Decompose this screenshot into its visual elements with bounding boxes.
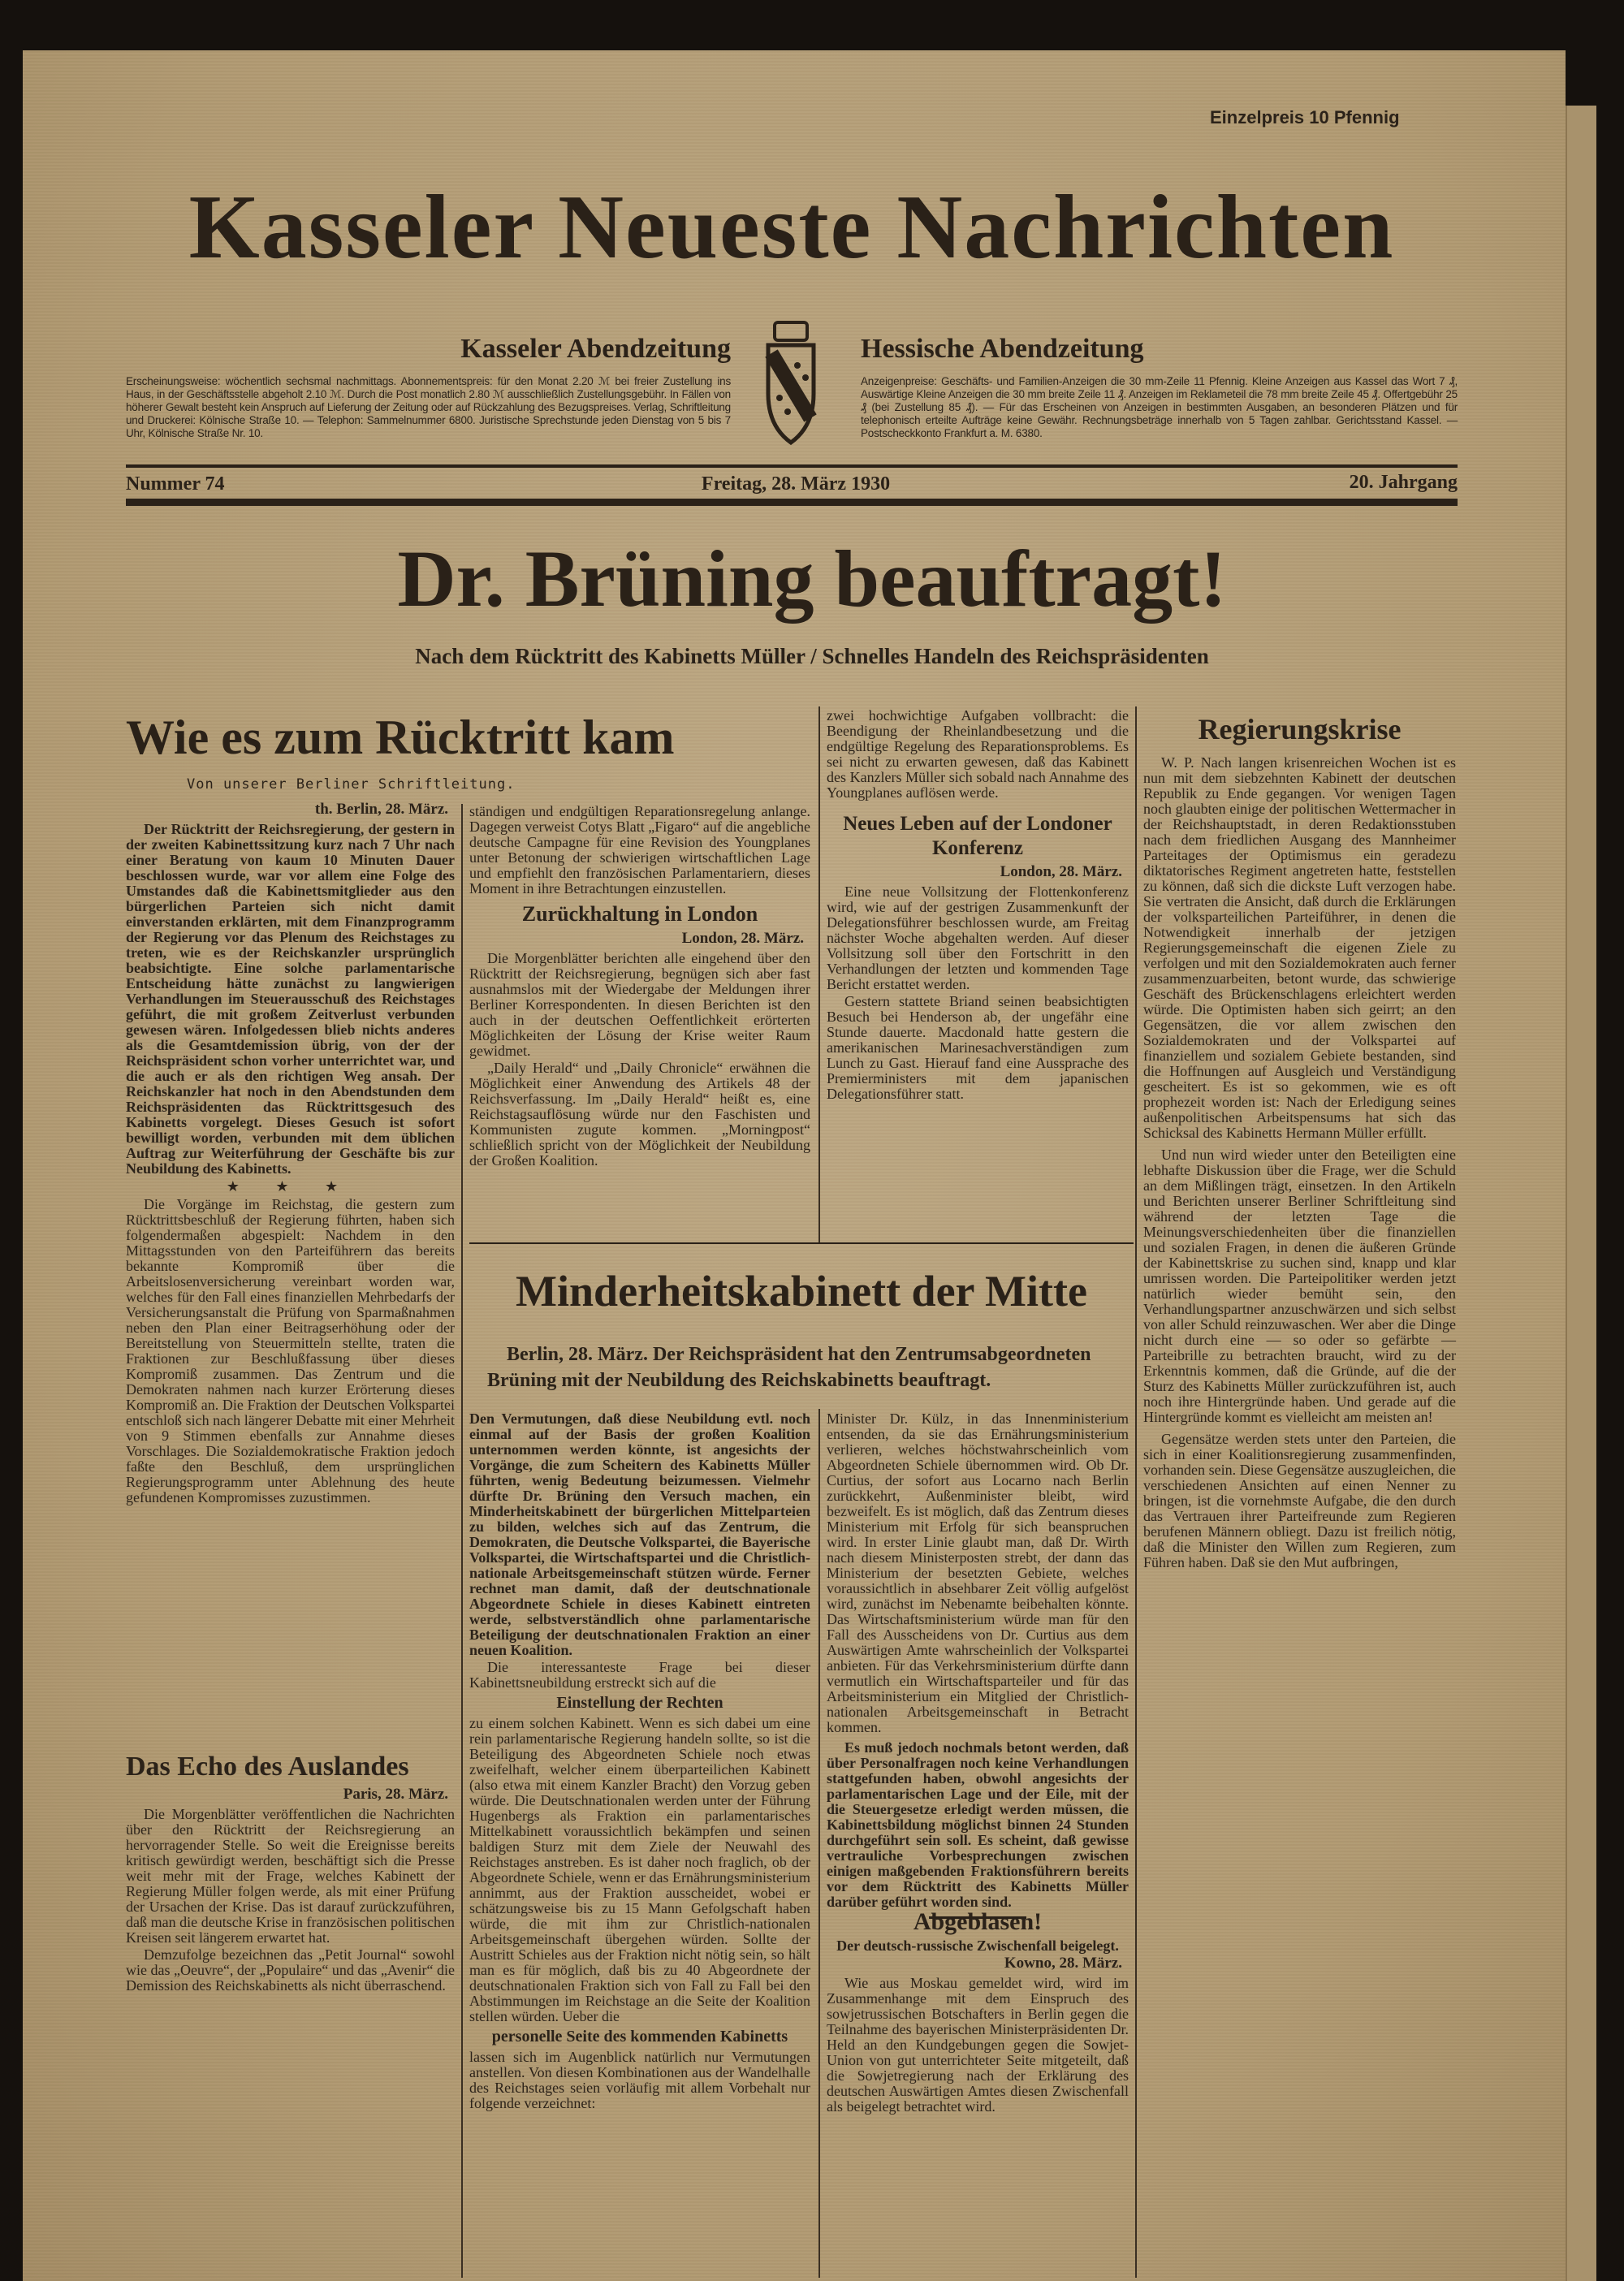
article-paragraph: Gegensätze werden stets unter den Parteien, die sich in einer Koalitionsregierung zusammenfinden, vorhanden sein. Diese Gegensätze auszugleichen, die verschiedenen Ansichten auf einen Nenner zu bringen, ist die vornehmste Aufgabe, die den durch das Vertrauen ihrer Parteifreunde zum Regieren berufenen Männern obliegt. Dazu ist freilich nötig, daß die Minister den Willen zum Regieren, zum Führen haben. Daß sie den Mut aufbringen, — [1143, 1431, 1456, 1570]
article-paragraph: „Daily Herald“ und „Daily Chronicle“ erwähnen die Möglichkeit einer Anwendung des Artikels 48 der Reichsverfassung. Im „Daily Herald“ heißt es, eine Reichstagsauflösung würde nur den Faschisten und Kommunisten zugute kommen. „Morningpost“ schließlich spricht von der Möglichkeit der Neubildung der Großen Koalition. — [469, 1060, 810, 1169]
article-regierungskrise — [1143, 706, 1456, 1572]
article-paragraph: Wie aus Moskau gemeldet wird, wird im Zusammenhange mit dem Einspruch des sowjetrussischen Botschafters in Berlin gegen die Teilnahme des bayerischen Ministerpräsidenten Dr. Held an den Kundgebungen gegen die Sowjet-Union von gut unterrichteter Seite mitgeteilt, daß die Sowjetregierung nach der Erklärung des deutschen Auswärtigen Amtes diesen Zwischenfall als beigelegt betrachtet wird. — [827, 1975, 1129, 2115]
article-headline-echo: Das Echo des Auslandes — [126, 1752, 409, 1782]
issue-date: Freitag, 28. März 1930 — [701, 473, 891, 495]
subtitle-left: Kasseler Abendzeitung — [460, 334, 731, 364]
article-headline-london: Zurückhaltung in London — [521, 902, 758, 926]
article-lead-minderheit: Berlin, 28. März. Der Reichspräsident hat den Zentrumsabgeordneten Brüning mit der Neubildung des Reichskabinetts beauftragt. — [487, 1344, 1091, 1391]
article-paragraph: Den Vermutungen, daß diese Neubildung evtl. noch einmal auf der Basis der großen Koalition unternommen werden könnte, ist angesichts der Vorgänge, die zum Scheitern des Kabinetts Müller führten, wenig Bedeutung beizumessen. Vielmehr dürfte Dr. Brüning den Versuch machen, ein Minderheitskabinett der bürgerlichen Mittelparteien zu bilden, welches sich auf das Zentrum, die Demokraten, die Deutsche Volkspartei, die Bayerische Volkspartei, die Wirtschaftspartei und die Christlich-nationale Arbeitsgemeinschaft stützen würde. Ferner rechnet man damit, daß der deutschnationale Abgeordnete Schiele in dieses Kabinett eintreten werde, selbstverständlich ohne parlamentarische Beteiligung der deutschnationalen Fraktion an einer neuen Koalition. — [469, 1411, 810, 1658]
section-rule — [469, 1242, 1134, 1244]
issue-number: Nummer 74 — [126, 473, 225, 495]
article-ruecktritt — [126, 800, 455, 1507]
article-paragraph: Eine neue Vollsitzung der Flottenkonferenz wird, wie auf der gestrigen Zusammenkunft der Delegationsführer beschlossen wurde, am Freitag nächster Woche abgehalten werden. Auf dieser Vollsitzung soll über den Fortschritt in den Verhandlungen der letzten und kommenden Tage Bericht erstattet werden. — [827, 883, 1129, 992]
volume-label: 20. Jahrgang — [1349, 472, 1458, 493]
article-paragraph: Minister Dr. Külz, in das Innenministerium entsenden, da sie das Ernährungsministerium verlieren, welches höchstwahrscheinlich vom Abgeordneten Schiele übernommen wird. Ob Dr. Curtius, der sofort aus Locarno nach Berlin zurückkehrt, Außenminister bleibt, wird bezweifelt. Es ist möglich, daß das Zentrum dieses Ministerium mit Erfolg für sich beanspruchen wird. In erster Linie glaubt man, daß Dr. Wirth nach diesem Ministerposten strebt, der dann das Ministerium der besetzten Gebiete, welches voraussichtlich in absehbarer Zeit völlig aufgelöst wird, zunächst im Nebenamte beibehalten könnte. Das Wirtschaftsministerium würde man für den Fall des Ausscheidens von Dr. Curtius aus dem Auswärtigen Amte wahrscheinlich der Volkspartei anbieten. Für das Verkehrsministerium dürfte dann vermutlich ein Wirtschaftsparteiler und für das Arbeitsministerium ein Mitglied der Christlich-nationalen Arbeitsgemeinschaft in Betracht kommen. — [827, 1411, 1129, 1735]
price-label: Einzelpreis 10 Pfennig — [1210, 107, 1400, 127]
masthead-thick-rule — [126, 499, 1458, 506]
subheading: personelle Seite des kommenden Kabinetts — [491, 2028, 788, 2046]
article-minderheit-col1 — [469, 1411, 810, 2113]
coat-of-arms-logo — [757, 321, 825, 447]
dateline: Paris, 28. März. — [343, 1786, 448, 1803]
article-abgeblasen — [827, 1904, 1129, 2116]
article-paragraph: zu einem solchen Kabinett. Wenn es sich dabei um eine rein parlamentarische Regierung handeln sollte, so ist die Beteiligung des Abgeordneten Schiele noch etwas zweifelhaft, welcher einem überparteilichen Kabinett (also etwa mit einem Kanzler Bracht) den Vorzug geben würde. Die Deutschnationalen werden unter der Führung Hugenbergs als Fraktion ein parlamentarisches Mittelkabinett voraussichtlich bekämpfen und seinen baldigen Sturz mit dem Ziele der Neuwahl des Reichstages anstreben. Es ist daher noch fraglich, ob der Abgeordnete Schiele, wenn er das Ernährungsministerium annimmt, aus der Fraktion ausscheidet, wobei er schätzungsweise bis zu 15 Mann Gefolgschaft haben würde, die mit ihm zur Christlich-nationalen Arbeitsgemeinschaft übergehen würden. Sollte der Austritt Schieles aus der Fraktion nicht nötig sein, so hält man es für möglich, daß bis zu 40 Abgeordnete der deutschnationalen Fraktion sich von Fall zu Fall bei den Abstimmungen im Reichstage an die Seite der Koalition stellen würden. Ueber die — [469, 1715, 810, 2024]
article-paragraph: Die Morgenblätter berichten alle eingehend über den Rücktritt der Reichsregierung, begnügen sich aber fast ausnahmslos mit der Wiedergabe der Meldungen ihrer Berliner Korrespondenten. In diesen Berichten ist den auch in der deutschen Oeffentlichkeit erörterten Möglichkeiten der Lösung der Krise weiter Raum gewidmet. — [469, 950, 810, 1059]
separator-stars: ★ ★ ★ — [226, 1178, 355, 1195]
article-paragraph: ständigen und endgültigen Reparationsregelung anlange. Dagegen verweist Cotys Blatt „Figaro“ auf die angebliche deutsche Campagne für eine Revision des Youngplanes unter Betonung der schwierigen wirtschaftlichen Lage und empfiehlt den französischen Parlamentariern, dieses Moment in ihre Betrachtungen einzustellen. — [469, 803, 810, 896]
dateline: th. Berlin, 28. März. — [314, 801, 448, 818]
article-paragraph: Demzufolge bezeichnen das „Petit Journal“ sowohl wie das „Oeuvre“, der „Populaire“ und das „Avenir“ die Demission des Reichskabinetts als nicht überraschend. — [126, 1946, 455, 1994]
article-echo — [126, 1746, 455, 1995]
article-paragraph: Die interessanteste Frage bei dieser Kabinettsneubildung erstreckt sich auf die — [469, 1659, 810, 1691]
article-paragraph: Die Vorgänge im Reichstag, die gestern zum Rücktrittsbeschluß der Regierung führten, haben sich folgendermaßen abgespielt: Nachdem in den Mittagsstunden von den Parteiführern das bereits bekannte Kompromiß über die Arbeitslosenversicherung vereinbart worden war, welches für den Fall eines finanziellen Mehrbedarfs der Versicherungsanstalt die Prüfung von Sparmaßnahmen neben den Plan einer Beitragserhöhung oder der Bereitstellung von Steuermitteln stellte, traten die Fraktionen zur Beschlußfassung über dieses Kompromiß zusammen. Das Zentrum und die Demokraten nahmen nach kurzer Erörterung dieses Kompromiß an. Die Fraktion der Deutschen Volkspartei entschloß sich nach längerer Debatte mit einer Mehrheit von 9 Stimmen ebenfalls zur Annahme dieses Vorschlages. Die Sozialdemokratische Fraktion jedoch faßte den Beschluß, dem ursprünglichen Regierungsprogramm unter Ablehnung des heute gefundenen Kompromisses zuzustimmen. — [126, 1196, 455, 1506]
dateline: Kowno, 28. März. — [1004, 1955, 1122, 1972]
article-paragraph: Gestern stattete Briand seinen beabsichtigten Besuch bei Henderson ab, der ungefähr eine Stunde dauerte. Macdonald hatte gestern die amerikanischen Marinesachverständigen zum Lunch zu Gast. Hierauf fand eine Aussprache des Premierministers mit dem japanischen Delegationsführer statt. — [827, 993, 1129, 1102]
article-paragraph: Es muß jedoch nochmals betont werden, daß über Personalfragen noch keine Verhandlungen stattgefunden haben, obwohl angesichts der parlamentarischen Lage und der Eile, mit der die Steuergesetze erledigt werden müssen, die Kabinettsbildung möglichst binnen 24 Stunden durchgeführt sein soll. Es scheint, daß gewisse vertrauliche Vorbesprechungen zwischen einigen maßgebenden Fraktionsführern bereits vor dem Rücktritt des Kabinetts Müller darüber geführt worden sind. — [827, 1739, 1129, 1910]
article-london — [469, 804, 810, 1170]
article-headline-abgeblasen: Abgeblasen! — [913, 1908, 1043, 1935]
subheading: Der deutsch-russische Zwischenfall beigelegt. — [836, 1938, 1119, 1954]
column-rule — [461, 804, 463, 2278]
dateline: London, 28. März. — [681, 930, 804, 947]
column-rule — [818, 706, 820, 1242]
subscription-info: Erscheinungsweise: wöchentlich sechsmal nachmittags. Abonnementspreis: für den Monat 2.20 ℳ bei freier Zustellung ins Haus, in der Geschäftsstelle abgeholt 2.10 ℳ. Durch die Post monatlich 2.80 ℳ ausschließlich Zustellungsgebühr. In Fällen von höherer Gewalt besteht kein Anspruch auf Lieferung der Zeitung oder auf Rückzahlung des Bezugspreises. Verlag, Schriftleitung und Druckerei: Kölnische Straße 10. — Telephon: Sammelnummer 6800. Juristische Sprechstunde jeden Dienstag von 5 bis 7 Uhr, Kölnische Straße Nr. 10. — [126, 375, 731, 439]
article-paragraph: zwei hochwichtige Aufgaben vollbracht: die Beendigung der Rheinlandbesetzung und die endgültige Regelung des Reparationsproblems. Es sei nicht zu erwarten gewesen, daß das Kabinett des Kanzlers Müller sich sobald nach Annahme des Youngplanes auflösen werde. — [827, 707, 1129, 801]
article-konferenz — [827, 708, 1129, 1104]
article-lead: Der Rücktritt der Reichsregierung, der gestern in der zweiten Kabinettssitzung kurz nach 7 Uhr nach einer Beratung von kaum 10 Minuten Dauer beschlossen wurde, war vor allem eine Folge des Umstandes daß die Kabinettsmitglieder aus den bürgerlichen Parteien sich nicht damit einverstanden erklärten, mit dem Finanzprogramm der Regierung vor das Plenum des Reichstages zu treten, wie es der Reichskanzler ursprünglich beabsichtigte. Eine solche parlamentarische Entscheidung hätte zunächst zu langwierigen Verhandlungen im Steuerausschuß des Reichstages geführt, die mit großem Zeitverlust verbunden gewesen wären. Infolgedessen blieb nichts anderes als die Gesamtdemission übrig, von der der Reichspräsident schon vorher unterrichtet war, und die auch er als den richtigen Weg ansah. Der Reichskanzler hat noch in den Abendstunden dem Reichspräsidenten das Rücktrittsgesuch des Kabinetts vorgelegt. Dieses Gesuch ist sofort bewilligt worden, verbunden mit dem üblichen Auftrag zur Weiterführung der Geschäfte bis zur Neubildung des Kabinetts. — [126, 821, 455, 1177]
column-rule — [1135, 706, 1137, 2278]
next-page-edge — [1566, 106, 1596, 2281]
subheading: Einstellung der Rechten — [556, 1694, 723, 1712]
article-headline-ruecktritt: Wie es zum Rücktritt kam — [126, 711, 675, 764]
main-headline: Dr. Brüning beauftragt! — [397, 534, 1227, 624]
article-headline-krise: Regierungskrise — [1198, 713, 1402, 745]
subtitle-right: Hessische Abendzeitung — [861, 334, 1144, 364]
article-headline-minderheit: Minderheitskabinett der Mitte — [516, 1267, 1087, 1315]
article-paragraph: Die Morgenblätter veröffentlichen die Nachrichten über den Rücktritt der Reichsregierung an hervorragender Stelle. So weit die Ereignisse bereits kritisch gewürdigt werden, beschäftigt sich die Presse weit mehr mit der Frage, welches Kabinett der Regierung Müller folgen werde, als mit einer Prüfung der Ursachen der Krise. Das ist darauf zurückzuführen, daß man die deutsche Krise in französischen politischen Kreisen seit längerem erwartet hat. — [126, 1806, 455, 1946]
advertising-info: Anzeigenpreise: Geschäfts- und Familien-Anzeigen die 30 mm-Zeile 11 Pfennig. Kleine Anzeigen aus Kassel das Wort 7 ₰, Auswärtige Kleine Anzeigen die 30 mm breite Zeile 11 ₰. Anzeigen im Reklameteil die 78 mm breite Zeile 45 ₰. Offertgebühr 25 ₰ (bei Zustellung 85 ₰). — Für das Erscheinen von Anzeigen in bestimmten Ausgaben, an besonderen Plätzen und für telephonisch erteilte Aufträge keine Gewähr. Rechnungsbeträge innerhalb von 5 Tagen zahlbar. Gerichtsstand Kassel. — Postscheckkonto Frankfurt a. M. 6380. — [861, 375, 1458, 439]
dateline: London, 28. März. — [1000, 863, 1122, 880]
article-headline-konferenz: Neues Leben auf der Londoner Konferenz — [843, 813, 1112, 859]
main-subheadline: Nach dem Rücktritt des Kabinetts Müller / Schnelles Handeln des Reichspräsidenten — [415, 644, 1209, 668]
article-paragraph: lassen sich im Augenblick natürlich nur Vermutungen anstellen. Von diesen Kombinationen aus der Wandelhalle des Reichstages seien vorläufig mit allem Vorbehalt nur folgende verzeichnet: — [469, 2049, 810, 2111]
masthead-title: Kasseler Neueste Nachrichten — [188, 177, 1395, 278]
article-minderheit-col2 — [827, 1411, 1129, 1919]
byline: Von unserer Berliner Schriftleitung. — [187, 776, 516, 793]
column-rule — [818, 1409, 820, 2278]
article-paragraph: W. P. Nach langen krisenreichen Wochen ist es nun mit dem siebzehnten Kabinett der deutschen Republik zu Ende gegangen. Vor wenigen Tagen noch glaubten einige der politischen Wettermacher in der Reichshauptstadt, in deren Redaktionsstuben nach dem friedlichen Ausgang des Mannheimer Parteitages der Optimismus ein geradezu diktatorisches Regiment angetreten hatte, feststellen zu können, daß sich die dickste Luft verzogen habe. Sie vertraten die Ansicht, daß durch die Erklärungen der volksparteilichen Parteiführer, in denen die Notwendigkeit innerhalb der jetzigen Regierungsgemeinschaft die eigenen Ziele zu verfolgen und mit den Sozialdemokraten auch ferner zusammenzuarbeiten, betont wurde, das schwierige Geschäft des Brückenschlagens erleichtert werden würde. Die Optimisten haben sich geirrt; an den Gegensätzen, die vor allem zwischen den Sozialdemokraten und der Volkspartei auf finanziellem und sozialem Gebiete bestanden, sind die Hoffnungen auf Ausgleich und Verständigung gescheitert. Es ist so gekommen, wie es oft prophezeit worden ist: Nach der Erledigung seines außenpolitischen Arbeitspensums hat sich das Schicksal des Kabinetts Hermann Müller erfüllt. — [1143, 754, 1456, 1141]
article-paragraph: Und nun wird wieder unter den Beteiligten eine lebhafte Diskussion über die Frage, wer die Schuld an dem Mißlingen trägt, einsetzen. In den Artikeln und Berichten unserer Berliner Schriftleitung sind während der letzten Tage die Meinungsverschiedenheiten über die finanziellen und sozialen Fragen, in denen die äußeren Gründe der Kabinettskrise zu suchen sind, knapp und klar umrissen worden. Die Parteipolitiker werden jetzt natürlich wieder bemüht sein, den Verhandlungspartner anzuschwärzen und sich selbst von aller Schuld reinzuwaschen. Wer aber die Dinge nicht durch eine — so oder so gefärbte — Parteibrille zu betrachten braucht, wird zu der Erkenntnis kommen, daß die Gründe, auf die der Sturz des Kabinetts Müller zurückzuführen ist, auch noch ihre Hintergründe haben. Und gerade auf die Hintergründe kommt es vielleicht am meisten an! — [1143, 1147, 1456, 1425]
masthead-rule — [126, 464, 1458, 468]
